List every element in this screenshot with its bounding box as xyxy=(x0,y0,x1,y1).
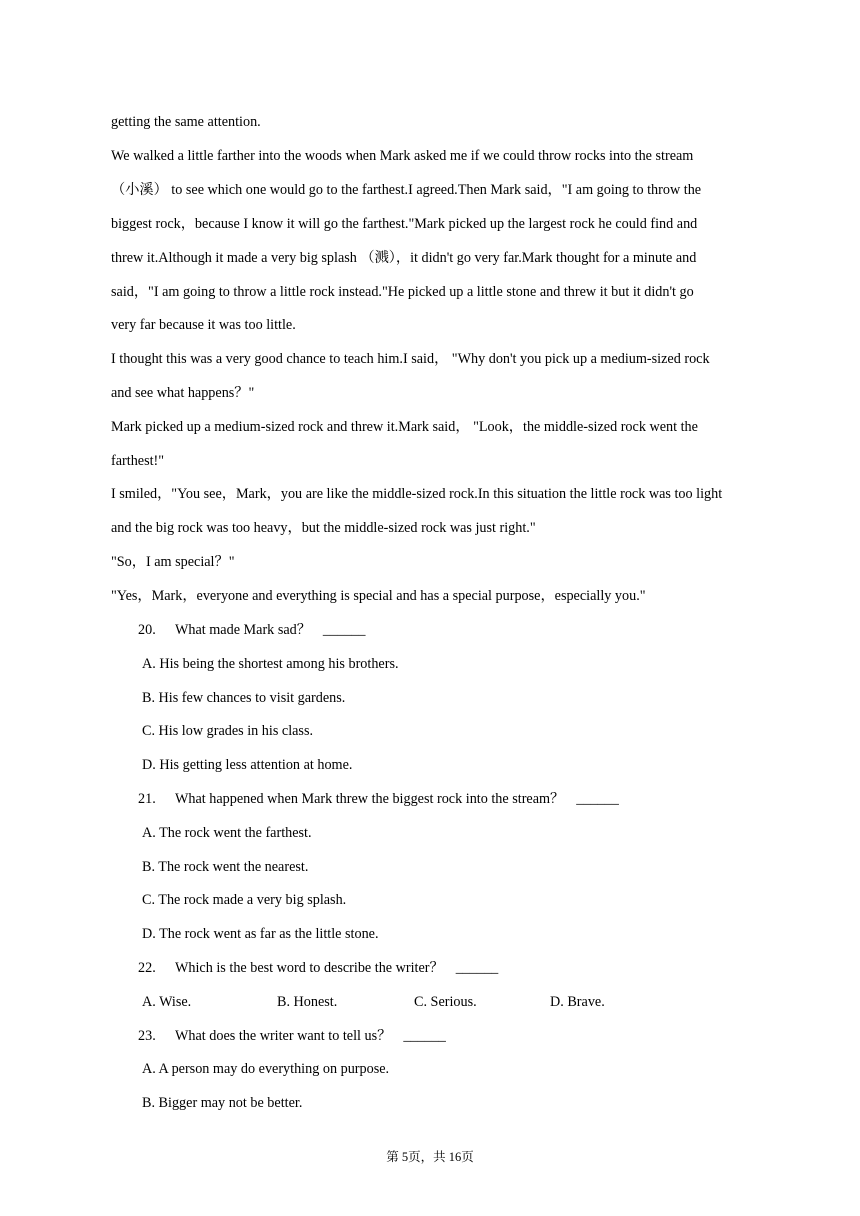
page-footer: 第 5页，共 16页 xyxy=(386,1150,474,1164)
question-number: 22. xyxy=(138,960,156,976)
question-23 xyxy=(138,1026,446,1046)
question-20 xyxy=(138,620,365,640)
passage-line: said，"I am going to throw a little rock instead."He picked up a little stone and threw it but it didn't go xyxy=(111,284,694,300)
option-c: C. His low grades in his class. xyxy=(142,723,314,739)
passage-line: and see what happens？" xyxy=(111,385,255,401)
option-b: B. Bigger may not be better. xyxy=(142,1095,303,1111)
passage-line: very far because it was too little. xyxy=(111,317,296,333)
passage-line: "So，I am special？" xyxy=(111,554,235,570)
option-c: C. The rock made a very big splash. xyxy=(142,892,347,908)
passage-line: threw it.Although it made a very big splash （溅），it didn't go very far.Mark thought for a minute and xyxy=(111,250,697,266)
option-a: A. Wise. xyxy=(142,994,192,1010)
option-b: B. The rock went the nearest. xyxy=(142,859,309,875)
question-text: What does the writer want to tell us？ xyxy=(175,1028,392,1044)
option-b: B. Honest. xyxy=(277,994,338,1010)
question-text: What made Mark sad？ xyxy=(175,622,311,638)
passage-line: Mark picked up a medium-sized rock and threw it.Mark said， "Look，the middle-sized rock went the xyxy=(111,419,698,435)
passage-line: "Yes，Mark，everyone and everything is special and has a special purpose，especially you." xyxy=(111,588,646,604)
passage-line: I thought this was a very good chance to teach him.I said， "Why don't you pick up a medium-sized rock xyxy=(111,351,710,367)
question-22 xyxy=(138,958,498,978)
question-21 xyxy=(138,789,619,809)
option-a: A. A person may do everything on purpose. xyxy=(142,1061,390,1077)
option-b: B. His few chances to visit gardens. xyxy=(142,690,346,706)
answer-blank: ______ xyxy=(322,622,366,638)
question-text: What happened when Mark threw the biggest rock into the stream？ xyxy=(175,791,565,807)
option-d: D. Brave. xyxy=(550,994,605,1010)
answer-blank: ______ xyxy=(576,791,619,807)
option-d: D. The rock went as far as the little stone. xyxy=(142,926,379,942)
option-d: D. His getting less attention at home. xyxy=(142,757,353,773)
passage-line: （小溪） to see which one would go to the farthest.I agreed.Then Mark said，"I am going to throw the xyxy=(111,182,702,198)
passage-line: biggest rock，because I know it will go the farthest."Mark picked up the largest rock he could find and xyxy=(111,216,698,232)
option-a: A. The rock went the farthest. xyxy=(142,825,312,841)
passage-line: We walked a little farther into the woods when Mark asked me if we could throw rocks into the stream xyxy=(111,148,694,164)
passage-line: getting the same attention. xyxy=(111,114,261,130)
passage-line: and the big rock was too heavy，but the middle-sized rock was just right." xyxy=(111,520,536,536)
passage-line: I smiled，"You see，Mark，you are like the middle-sized rock.In this situation the little rock was too light xyxy=(111,486,723,502)
question-number: 20. xyxy=(138,622,156,638)
passage-line: farthest!" xyxy=(111,453,165,469)
question-number: 23. xyxy=(138,1028,156,1044)
answer-blank: ______ xyxy=(403,1028,446,1044)
question-text: Which is the best word to describe the writer？ xyxy=(175,960,444,976)
option-c: C. Serious. xyxy=(414,994,477,1010)
question-number: 21. xyxy=(138,791,156,807)
option-a: A. His being the shortest among his brothers. xyxy=(142,656,399,672)
answer-blank: ______ xyxy=(455,960,499,976)
